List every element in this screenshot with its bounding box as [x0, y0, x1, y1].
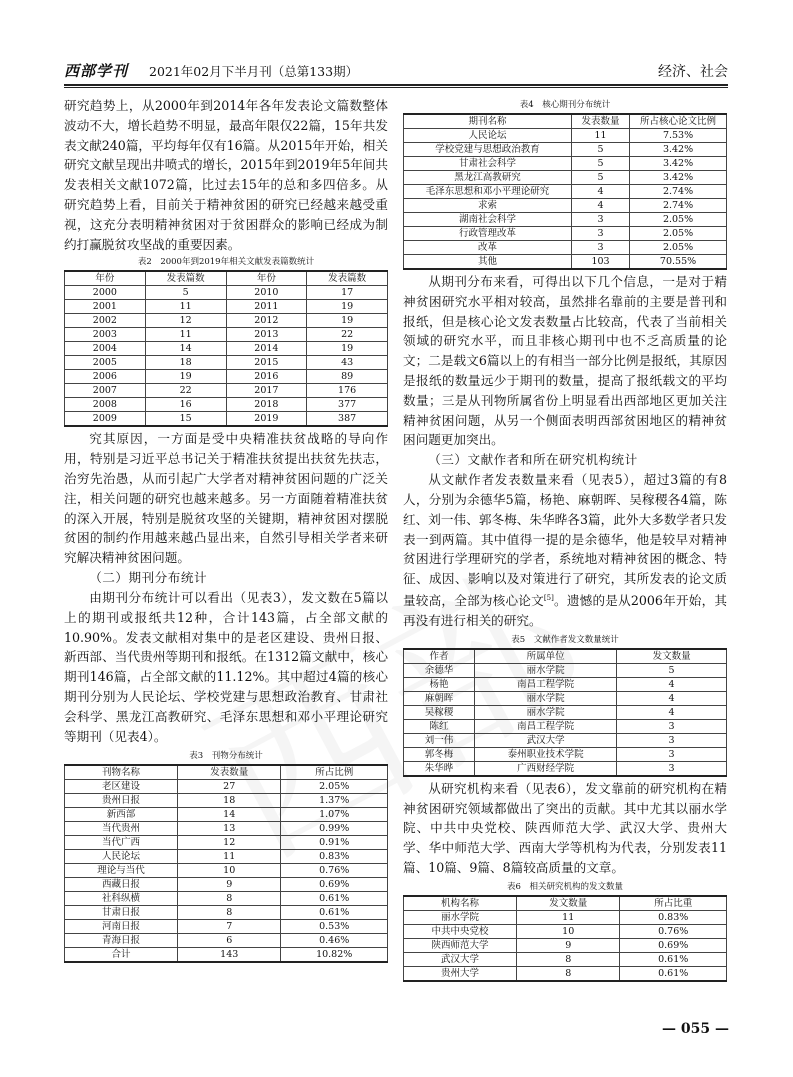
- table-cell: 2001: [65, 300, 146, 314]
- table6-caption: 表6 相关研究机构的发文数量: [507, 881, 623, 892]
- table-cell: 武汉大学: [475, 733, 617, 747]
- table-cell: 16: [145, 398, 226, 412]
- table-cell: 0.76%: [281, 864, 388, 878]
- table-row: [404, 227, 727, 241]
- table-row: [404, 747, 727, 761]
- table-row: [404, 910, 727, 924]
- table-row: [65, 384, 388, 398]
- table-cell: 2007: [65, 384, 146, 398]
- column-header: 刊物名称: [65, 765, 178, 780]
- table3-caption: 表3 刊物分布统计: [189, 751, 263, 762]
- table-cell: 南昌工程学院: [475, 719, 617, 733]
- table-cell: 河南日报: [65, 920, 178, 934]
- table-cell: 2004: [65, 342, 146, 356]
- table-cell: 0.83%: [281, 850, 388, 864]
- table-cell: 13: [178, 822, 281, 836]
- table-cell: 2019: [226, 412, 307, 427]
- table-cell: 8: [517, 952, 620, 966]
- table-cell: 当代广西: [65, 836, 178, 850]
- table-cell: 14: [145, 342, 226, 356]
- table-cell: 湖南社会科学: [404, 213, 572, 227]
- table-row: [404, 171, 727, 185]
- table-cell: 2010: [226, 286, 307, 300]
- table-cell: 2017: [226, 384, 307, 398]
- table-cell: 8: [517, 966, 620, 981]
- table-cell: 89: [307, 370, 388, 384]
- column-header: 发表数量: [178, 765, 281, 780]
- table-cell: 泰州职业技术学院: [475, 747, 617, 761]
- table-cell: 2011: [226, 300, 307, 314]
- table-row: [65, 794, 388, 808]
- table-cell: 70.55%: [630, 255, 727, 270]
- table-row: [65, 342, 388, 356]
- column-header: 所属单位: [475, 649, 617, 664]
- table-cell: 3.42%: [630, 143, 727, 157]
- table-cell: 15: [145, 412, 226, 427]
- table-cell: 甘肃社会科学: [404, 157, 572, 171]
- table-row: [65, 808, 388, 822]
- table-cell: 14: [178, 808, 281, 822]
- table-cell: 0.46%: [281, 934, 388, 948]
- table-header-row: [65, 271, 388, 286]
- table-cell: 人民论坛: [404, 129, 572, 143]
- table-cell: 3: [617, 719, 727, 733]
- table-cell: 2.05%: [630, 241, 727, 255]
- left-column: [64, 96, 388, 963]
- table-cell: 改革: [404, 241, 572, 255]
- table-row: [404, 691, 727, 705]
- table-cell: 刘一伟: [404, 733, 475, 747]
- paragraph-authors-text: 从文献作者发表数量来看（见表5），超过3篇的有8人，分别为余德华5篇，杨艳、麻朝晖、吴稼稷各4篇，陈红、刘一伟、郭冬梅、朱华晔各3篇，此外大多数学者只发表一到两篇。其中值得一提的是余德华，他是较早对精神贫困进行学理研究的学者，系统地对精神贫困的概念、特征、成因、影响以及对策进行了研究，其所发表的论文质量较高，全部为核心论文: [403, 472, 727, 609]
- table-cell: 22: [145, 384, 226, 398]
- table-cell: 学校党建与思想政治教育: [404, 143, 572, 157]
- table-cell: 老区建设: [65, 780, 178, 794]
- table-row: [404, 938, 727, 952]
- table-cell: 2018: [226, 398, 307, 412]
- table-row: [404, 255, 727, 270]
- table-cell: 0.61%: [620, 966, 727, 981]
- table-cell: 2003: [65, 328, 146, 342]
- table-cell: 7.53%: [630, 129, 727, 143]
- table-cell: 黑龙江高教研究: [404, 171, 572, 185]
- table-cell: 甘肃日报: [65, 906, 178, 920]
- page-header: [64, 60, 728, 82]
- table-row: [65, 314, 388, 328]
- table-cell: 3: [571, 227, 629, 241]
- table-row: [65, 892, 388, 906]
- paragraph-authors-tail: 。遗憾的是从2006年开始，其再没有进行相关的研究。: [403, 593, 727, 628]
- table-cell: 2012: [226, 314, 307, 328]
- table-cell: 4: [617, 691, 727, 705]
- paragraph-reasons: 究其原因，一方面是受中央精准扶贫战略的导向作用，特别是习近平总书记关于精准扶贫提出扶贫先扶志，治穷先治愚，从而引起广大学者对精神贫困问题的广泛关注，相关问题的研究也越来越多。另一方面随着精准扶贫的深入开展，特别是脱贫攻坚的关键期，精神贫困对摆脱贫困的制约作用越来越凸显出来，自然引导相关学者来研究解决精神贫困问题。: [64, 431, 388, 566]
- table-cell: 0.69%: [281, 878, 388, 892]
- section-heading-journal: （二）期刊分布统计: [89, 569, 208, 585]
- table-row: [65, 412, 388, 427]
- table-cell: 5: [145, 286, 226, 300]
- table-cell: 贵州大学: [404, 966, 517, 981]
- table-cell: 10: [517, 924, 620, 938]
- table-cell: 2005: [65, 356, 146, 370]
- column-header: 发表篇数: [307, 271, 388, 286]
- table-cell: 19: [145, 370, 226, 384]
- table-cell: 新西部: [65, 808, 178, 822]
- column-header: 机构名称: [404, 896, 517, 911]
- page-number: — 055 —: [662, 1021, 729, 1037]
- table-cell: 丽水学院: [475, 705, 617, 719]
- table-cell: 0.61%: [620, 952, 727, 966]
- table-cell: 余德华: [404, 663, 475, 677]
- column-header: 所占比例: [281, 765, 388, 780]
- column-header: 所占比重: [620, 896, 727, 911]
- table-cell: 27: [178, 780, 281, 794]
- citation-ref: [5]: [543, 593, 554, 602]
- table-cell: 丽水学院: [475, 663, 617, 677]
- table-cell: 西藏日报: [65, 878, 178, 892]
- table-cell: 10: [178, 864, 281, 878]
- table-cell: 1.07%: [281, 808, 388, 822]
- table-cell: 广西财经学院: [475, 761, 617, 776]
- table-row: [65, 286, 388, 300]
- table-cell: 4: [571, 199, 629, 213]
- table-cell: 丽水学院: [404, 910, 517, 924]
- column-header: 发表数量: [571, 114, 629, 129]
- table-cell: 3.42%: [630, 171, 727, 185]
- table-header-row: [404, 649, 727, 664]
- table-cell: 11: [145, 300, 226, 314]
- table-row: [65, 920, 388, 934]
- table-header-row: [65, 765, 388, 780]
- table6: [403, 895, 727, 982]
- table-row: [404, 924, 727, 938]
- paragraph-journal: 由期刊分布统计可以看出（见表3），发文数在5篇以上的期刊或报纸共12种，合计143篇，占全部文献的10.90%。发表文献相对集中的是老区建设、贵州日报、新西部、当代贵州等期刊和报纸。在1312篇文献中，核心期刊146篇，占全部文献的11.12%。其中超过4篇的核心期刊分别为人民论坛、学校党建与思想政治教育、甘肃社会科学、黑龙江高教研究、毛泽东思想和邓小平理论研究等期刊（见表4）。: [64, 589, 388, 744]
- table-cell: 0.61%: [281, 892, 388, 906]
- table-cell: 377: [307, 398, 388, 412]
- table-row: [65, 906, 388, 920]
- table-cell: 2.05%: [630, 213, 727, 227]
- table4: [403, 113, 727, 270]
- table-row: [404, 157, 727, 171]
- table-cell: 杨艳: [404, 677, 475, 691]
- section-heading-authors: （三）文献作者和所在研究机构统计: [428, 452, 638, 468]
- table-cell: 2.74%: [630, 185, 727, 199]
- table-cell: 0.53%: [281, 920, 388, 934]
- table-row: [65, 328, 388, 342]
- table-cell: 4: [571, 185, 629, 199]
- table-row: [65, 398, 388, 412]
- table-row: [404, 705, 727, 719]
- table-cell: 2014: [226, 342, 307, 356]
- table5-caption: 表5 文献作者发文数量统计: [511, 634, 619, 645]
- table-cell: 南昌工程学院: [475, 677, 617, 691]
- column-header: 年份: [226, 271, 307, 286]
- table-row: [65, 836, 388, 850]
- table-cell: 11: [571, 129, 629, 143]
- journal-logo: 西部学刊: [64, 62, 129, 80]
- table-cell: 5: [571, 171, 629, 185]
- table-header-row: [404, 114, 727, 129]
- table-row: [404, 213, 727, 227]
- table-cell: 5: [617, 663, 727, 677]
- table-cell: 麻朝晖: [404, 691, 475, 705]
- column-header: 所占核心论文比例: [630, 114, 727, 129]
- table-cell: 9: [517, 938, 620, 952]
- table-cell: 11: [517, 910, 620, 924]
- header-rule-thin: [64, 87, 728, 88]
- table-cell: 丽水学院: [475, 691, 617, 705]
- table-row: [404, 677, 727, 691]
- table-cell: 朱华晔: [404, 761, 475, 776]
- table-row: [65, 780, 388, 794]
- table-cell: 0.99%: [281, 822, 388, 836]
- table-row: [404, 185, 727, 199]
- table-row: [404, 129, 727, 143]
- table-cell: 人民论坛: [65, 850, 178, 864]
- table-cell: 2015: [226, 356, 307, 370]
- table-cell: 2008: [65, 398, 146, 412]
- table-cell: 社科纵横: [65, 892, 178, 906]
- table-cell: 3: [571, 213, 629, 227]
- header-rule: [64, 84, 728, 86]
- paragraph-journal-analysis: 从期刊分布来看，可得出以下几个信息，一是对于精神贫困研究水平相对较高，虽然排名靠前的主要是普刊和报纸，但是核心论文发表数量占比较高，代表了当前相关领域的研究水平，而且非核心期刊中也不乏高质量的论文；二是载文6篇以上的有相当一部分比例是报纸，其原因是报纸的数量远少于期刊的数量，提高了报纸载文的平均数量；三是从刊物所属省份上明显看出西部地区更加关注精神贫困问题，从另一个侧面表明西部贫困地区的精神贫困问题更加突出。: [403, 274, 727, 448]
- column-header: 发表篇数: [145, 271, 226, 286]
- table-header-row: [404, 896, 727, 911]
- table-cell: 4: [617, 705, 727, 719]
- table-cell: 青海日报: [65, 934, 178, 948]
- column-header: 发文数量: [617, 649, 727, 664]
- table-cell: 1.37%: [281, 794, 388, 808]
- table-row: [65, 948, 388, 963]
- table-cell: 17: [307, 286, 388, 300]
- paragraph-institutions: 从研究机构来看（见表6），发文靠前的研究机构在精神贫困研究领域都做出了突出的贡献。其中尤其以丽水学院、中共中央党校、陕西师范大学、武汉大学、贵州大学、华中师范大学、西南大学等机构为代表，分别发表11篇、10篇、9篇、8篇较高质量的文章。: [403, 780, 727, 875]
- table-cell: 0.76%: [620, 924, 727, 938]
- table-cell: 11: [178, 850, 281, 864]
- table-cell: 10.82%: [281, 948, 388, 963]
- table-cell: 3: [571, 241, 629, 255]
- table-cell: 5: [571, 143, 629, 157]
- table-cell: 0.61%: [281, 906, 388, 920]
- table-row: [65, 356, 388, 370]
- table-cell: 武汉大学: [404, 952, 517, 966]
- table-cell: 8: [178, 906, 281, 920]
- table-cell: 176: [307, 384, 388, 398]
- table-cell: 22: [307, 328, 388, 342]
- table-row: [404, 966, 727, 981]
- table-row: [65, 370, 388, 384]
- table-cell: 陈红: [404, 719, 475, 733]
- table-row: [404, 199, 727, 213]
- table-cell: 求索: [404, 199, 572, 213]
- table-cell: 3: [617, 733, 727, 747]
- table-cell: 2000: [65, 286, 146, 300]
- table3: [64, 764, 388, 963]
- table-row: [65, 934, 388, 948]
- table-row: [404, 733, 727, 747]
- paragraph-authors: [403, 470, 727, 631]
- table-row: [404, 663, 727, 677]
- table-cell: 理论与当代: [65, 864, 178, 878]
- table-cell: 2.05%: [630, 227, 727, 241]
- table-row: [404, 761, 727, 776]
- table-cell: 2.05%: [281, 780, 388, 794]
- table-cell: 12: [178, 836, 281, 850]
- table-cell: 3.42%: [630, 157, 727, 171]
- table-cell: 陕西师范大学: [404, 938, 517, 952]
- table-cell: 2006: [65, 370, 146, 384]
- table2: [64, 270, 388, 427]
- table-cell: 其他: [404, 255, 572, 270]
- table-cell: 0.69%: [620, 938, 727, 952]
- table-cell: 3: [617, 761, 727, 776]
- table-cell: 4: [617, 677, 727, 691]
- table-cell: 18: [178, 794, 281, 808]
- table-cell: 12: [145, 314, 226, 328]
- table-cell: 18: [145, 356, 226, 370]
- table-cell: 8: [178, 892, 281, 906]
- table-cell: 6: [178, 934, 281, 948]
- section-title: 经济、社会: [658, 64, 728, 80]
- table-cell: 中共中央党校: [404, 924, 517, 938]
- table-cell: 19: [307, 314, 388, 328]
- column-header: 作者: [404, 649, 475, 664]
- table-cell: 行政管理改革: [404, 227, 572, 241]
- table-cell: 43: [307, 356, 388, 370]
- table5: [403, 648, 727, 777]
- table-cell: 19: [307, 300, 388, 314]
- column-header: 发文数量: [517, 896, 620, 911]
- right-column: [403, 99, 727, 982]
- paragraph-trend: 研究趋势上，从2000年到2014年各年发表论文篇数整体波动不大，增长趋势不明显，最高年限仅22篇，15年共发表文献240篇，平均每年仅有16篇。从2015年开始，相关研究文献呈现出井喷式的增长，2015年到2019年5年间共发表相关文献1072篇，比过去15年的总和多四倍多。从研究趋势上看，目前关于精神贫困的研究已经越来越受重视，这充分表明精神贫困对于贫困群众的影响已经成为制约打赢脱贫攻坚战的重要因素。: [64, 98, 388, 252]
- table-cell: 19: [307, 342, 388, 356]
- table-cell: 9: [178, 878, 281, 892]
- table-row: [404, 952, 727, 966]
- table-cell: 2016: [226, 370, 307, 384]
- table-cell: 387: [307, 412, 388, 427]
- column-header: 期刊名称: [404, 114, 572, 129]
- table-cell: 2013: [226, 328, 307, 342]
- table-cell: 贵州日报: [65, 794, 178, 808]
- table-row: [404, 241, 727, 255]
- table-cell: 3: [617, 747, 727, 761]
- table-cell: 143: [178, 948, 281, 963]
- table-row: [404, 143, 727, 157]
- table-row: [65, 850, 388, 864]
- table-cell: 2002: [65, 314, 146, 328]
- table-cell: 吴稼稷: [404, 705, 475, 719]
- table-cell: 合计: [65, 948, 178, 963]
- table-cell: 2.74%: [630, 199, 727, 213]
- table-cell: 11: [145, 328, 226, 342]
- table-cell: 2009: [65, 412, 146, 427]
- table-cell: 7: [178, 920, 281, 934]
- table-cell: 毛泽东思想和邓小平理论研究: [404, 185, 572, 199]
- table-cell: 0.83%: [620, 910, 727, 924]
- column-header: 年份: [65, 271, 146, 286]
- table-cell: 5: [571, 157, 629, 171]
- table4-caption: 表4 核心期刊分布统计: [519, 100, 611, 110]
- table2-caption: 表2 2000年到2019年相关文献发表篇数统计: [137, 257, 315, 268]
- table-row: [404, 719, 727, 733]
- table-cell: 103: [571, 255, 629, 270]
- table-cell: 0.91%: [281, 836, 388, 850]
- table-row: [65, 864, 388, 878]
- issue-info: 2021年02月下半月刊（总第133期）: [149, 64, 359, 79]
- table-row: [65, 822, 388, 836]
- table-row: [65, 300, 388, 314]
- table-cell: 当代贵州: [65, 822, 178, 836]
- table-row: [65, 878, 388, 892]
- table-cell: 郭冬梅: [404, 747, 475, 761]
